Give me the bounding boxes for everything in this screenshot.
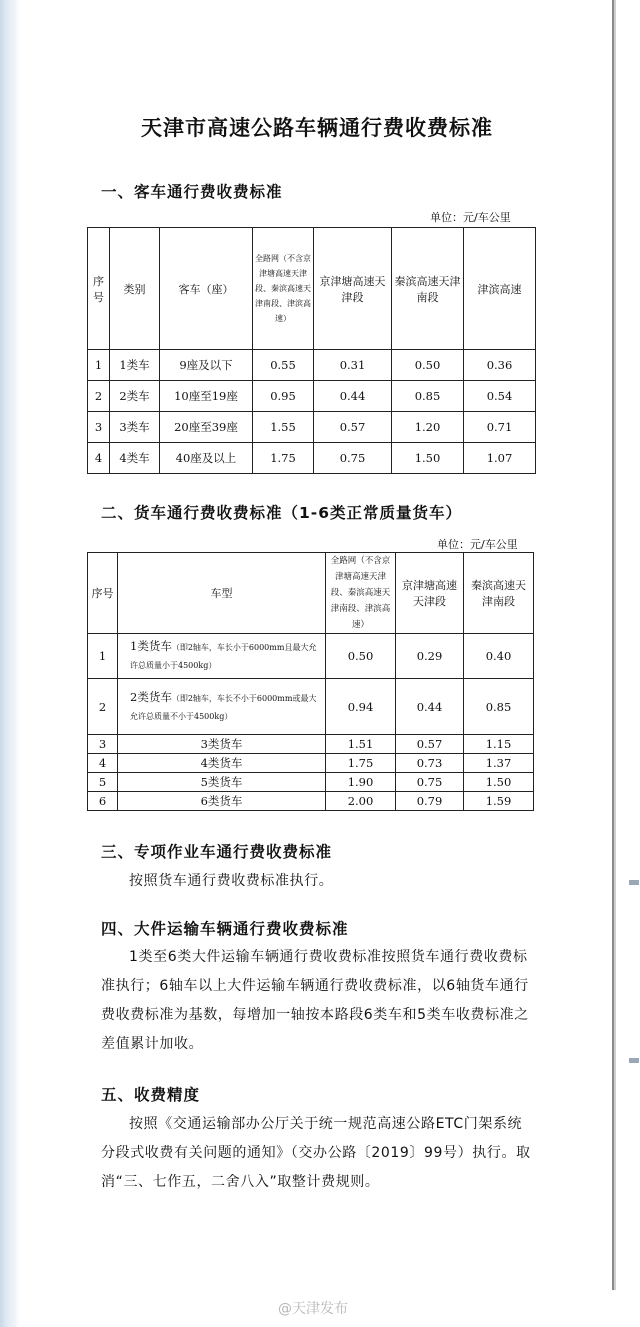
table-row (88, 679, 534, 735)
cell-seats: 10座至19座 (160, 381, 253, 412)
cell-jb: 0.54 (464, 381, 536, 412)
table-row (88, 381, 536, 412)
header-seq: 序号 (88, 553, 118, 634)
table-row (88, 412, 536, 443)
table-row (88, 735, 534, 754)
cell-network: 0.94 (326, 679, 396, 735)
cell-qb: 0.85 (464, 679, 534, 735)
header-class: 类别 (110, 228, 160, 350)
table-row (88, 754, 534, 773)
section1-heading: 一、客车通行费收费标准 (101, 183, 283, 201)
cell-class: 1类车 (110, 350, 160, 381)
cell-qb: 1.20 (392, 412, 464, 443)
cell-qb: 1.59 (464, 792, 534, 811)
cell-type (118, 679, 326, 735)
cell-seats: 9座及以下 (160, 350, 253, 381)
table-header-row (88, 228, 536, 350)
header-jb: 津滨高速 (464, 228, 536, 350)
cell-seq: 1 (88, 634, 118, 679)
cell-jjt: 0.75 (396, 773, 464, 792)
cell-seq: 3 (88, 412, 110, 443)
header-seq: 序号 (88, 228, 110, 350)
cell-type: 3类货车 (118, 735, 326, 754)
cell-network: 0.95 (253, 381, 314, 412)
passenger-fee-table (87, 227, 536, 474)
cell-seq: 1 (88, 350, 110, 381)
header-jjt: 京津塘高速天津段 (396, 553, 464, 634)
header-network: 全路网（不含京津塘高速天津段、秦滨高速天津南段、津滨高速） (253, 228, 314, 350)
table-row (88, 792, 534, 811)
cell-seats: 40座及以上 (160, 443, 253, 474)
cell-qb: 1.50 (392, 443, 464, 474)
cell-jjt: 0.44 (314, 381, 392, 412)
scroll-strip (616, 0, 640, 1327)
header-network: 全路网（不含京津塘高速天津段、秦滨高速天津南段、津滨高速） (326, 553, 396, 634)
cell-qb: 1.50 (464, 773, 534, 792)
cell-qb: 1.15 (464, 735, 534, 754)
cell-class: 4类车 (110, 443, 160, 474)
cell-network: 1.90 (326, 773, 396, 792)
cell-seats: 20座至39座 (160, 412, 253, 443)
cell-seq: 2 (88, 381, 110, 412)
cell-seq: 6 (88, 792, 118, 811)
cell-network: 2.00 (326, 792, 396, 811)
section5-heading: 五、收费精度 (101, 1086, 201, 1104)
table-row (88, 634, 534, 679)
cell-seq: 2 (88, 679, 118, 735)
section4-text (101, 943, 536, 1059)
cell-type: 5类货车 (118, 773, 326, 792)
table-row (88, 443, 536, 474)
truck-type: 2类货车 (130, 689, 172, 704)
cell-jb: 0.71 (464, 412, 536, 443)
weibo-watermark: @天津发布 (278, 1301, 348, 1317)
cell-jjt: 0.29 (396, 634, 464, 679)
cell-qb: 1.37 (464, 754, 534, 773)
cell-network: 1.55 (253, 412, 314, 443)
cell-network: 0.55 (253, 350, 314, 381)
cell-jjt: 0.79 (396, 792, 464, 811)
cell-jjt: 0.57 (314, 412, 392, 443)
truck-type-note: （即2轴车，车长不小于6000mm或最大允许总质量不小于4500kg） (130, 693, 317, 721)
cell-qb: 0.50 (392, 350, 464, 381)
section1-unit: 单位：元/车公里 (430, 211, 511, 224)
header-qb: 秦滨高速天津南段 (464, 553, 534, 634)
cell-jjt: 0.57 (396, 735, 464, 754)
cell-class: 2类车 (110, 381, 160, 412)
header-type: 车型 (118, 553, 326, 634)
cell-type: 4类货车 (118, 754, 326, 773)
cell-network: 0.50 (326, 634, 396, 679)
section4-body: 1类至6类大件运输车辆通行费收费标准按照货车通行费收费标准执行；6轴车以上大件运输车辆通行费收费标准，以6轴货车通行费收费标准为基数，每增加一轴按本路段6类车和5类车收费标准之差值累计加收。 (101, 949, 529, 1052)
header-seats: 客车（座） (160, 228, 253, 350)
section4-heading: 四、大件运输车辆通行费收费标准 (101, 920, 349, 938)
table-row (88, 350, 536, 381)
section5-body: 按照《交通运输部办公厅关于统一规范高速公路ETC门架系统分段式收费有关问题的通知》（交办公路〔2019〕99号）执行。取消“三、七作五，二舍八入”取整计费规则。 (101, 1116, 531, 1190)
cell-jjt: 0.44 (396, 679, 464, 735)
cell-jjt: 0.75 (314, 443, 392, 474)
table-row (88, 773, 534, 792)
cell-network: 1.75 (253, 443, 314, 474)
truck-type: 1类货车 (130, 639, 172, 653)
truck-type-note: （即2轴车，车长小于6000mm且最大允许总质量小于4500kg） (130, 643, 317, 670)
cell-jjt: 0.31 (314, 350, 392, 381)
cell-jjt: 0.73 (396, 754, 464, 773)
cell-class: 3类车 (110, 412, 160, 443)
section5-text (101, 1110, 536, 1197)
cell-seq: 3 (88, 735, 118, 754)
cell-seq: 5 (88, 773, 118, 792)
cell-qb: 0.40 (464, 634, 534, 679)
cell-qb: 0.85 (392, 381, 464, 412)
cell-jb: 0.36 (464, 350, 536, 381)
section3-text (101, 867, 536, 896)
truck-fee-table (87, 552, 534, 811)
cell-type: 6类货车 (118, 792, 326, 811)
scroll-marker (629, 1058, 639, 1063)
header-qb: 秦滨高速天津南段 (392, 228, 464, 350)
scroll-marker (629, 880, 639, 885)
cell-jb: 1.07 (464, 443, 536, 474)
section3-body: 按照货车通行费收费标准执行。 (129, 873, 334, 889)
section3-heading: 三、专项作业车通行费收费标准 (101, 843, 333, 861)
cell-network: 1.51 (326, 735, 396, 754)
cell-network: 1.75 (326, 754, 396, 773)
document-title: 天津市高速公路车辆通行费收费标准 (141, 115, 493, 140)
cell-type (118, 634, 326, 679)
cell-seq: 4 (88, 754, 118, 773)
section2-unit: 单位：元/车公里 (437, 538, 518, 551)
header-jjt: 京津塘高速天津段 (314, 228, 392, 350)
table-header-row (88, 553, 534, 634)
cell-seq: 4 (88, 443, 110, 474)
section2-heading: 二、货车通行费收费标准（1-6类正常质量货车） (101, 504, 463, 522)
